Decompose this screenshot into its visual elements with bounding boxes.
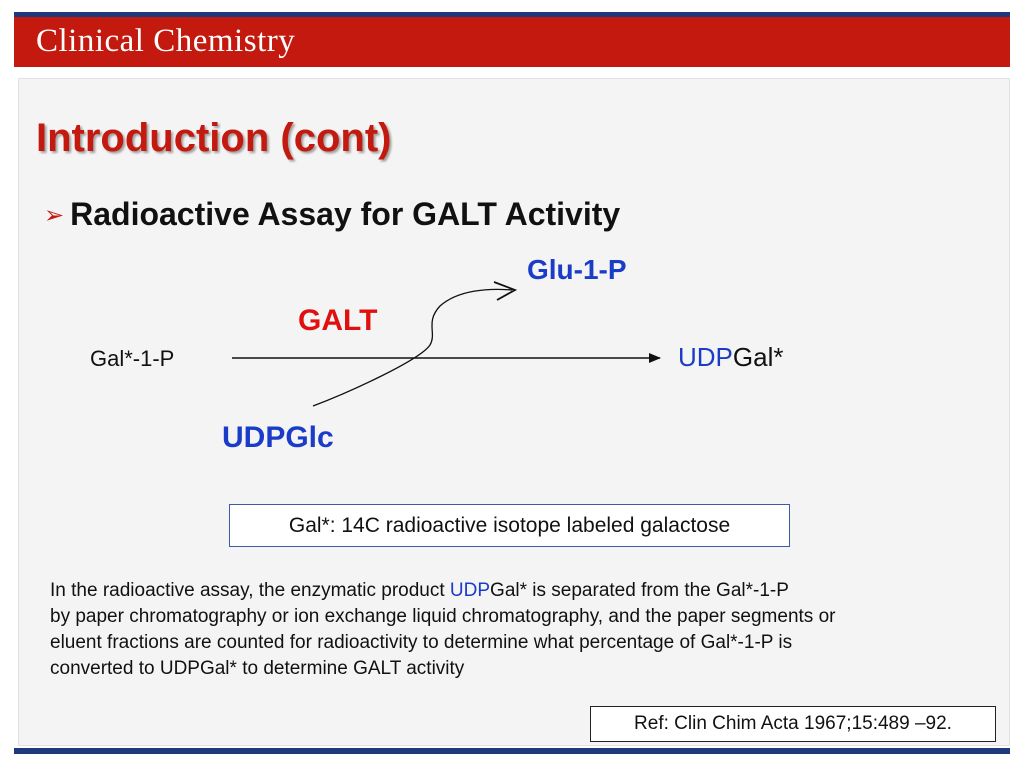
journal-title: Clinical Chemistry <box>36 23 296 59</box>
substrate-label: Gal*-1-P <box>90 346 175 371</box>
bottom-rule <box>14 748 1010 754</box>
isotope-note-box: Gal*: 14C radioactive isotope labeled galactose <box>229 504 790 547</box>
paragraph-line-1 <box>50 578 1010 604</box>
paragraph-line-3: eluent fractions are counted for radioactivity to determine what percentage of Gal*-1-P is <box>50 632 793 653</box>
description-paragraph <box>50 578 1010 682</box>
bullet-text: Radioactive Assay for GALT Activity <box>70 196 621 232</box>
product-prefix: UDP <box>678 342 733 372</box>
enzyme-label: GALT <box>298 304 378 337</box>
paragraph-line-4: converted to UDPGal* to determine GALT activity <box>50 658 465 679</box>
reference-box: Ref: Clin Chim Acta 1967;15:489 –92. <box>590 706 996 742</box>
co-product-label: Glu-1-P <box>527 254 627 285</box>
curved-arrow-head <box>494 282 515 300</box>
product-suffix: Gal* <box>732 342 784 372</box>
slide-heading: Introduction (cont) <box>36 116 392 160</box>
paragraph-line-1-start: In the radioactive assay, the enzymatic product <box>50 580 450 601</box>
paragraph-line-1-end: Gal* is separated from the Gal*-1-P <box>490 580 789 601</box>
co-substrate-label: UDPGlc <box>222 421 334 454</box>
product-label <box>678 342 783 373</box>
paragraph-highlight: UDP <box>449 580 491 601</box>
paragraph-line-2: by paper chromatography or ion exchange liquid chromatography, and the paper segments or <box>50 606 836 627</box>
bullet-arrow-icon: ➢ <box>44 200 65 229</box>
